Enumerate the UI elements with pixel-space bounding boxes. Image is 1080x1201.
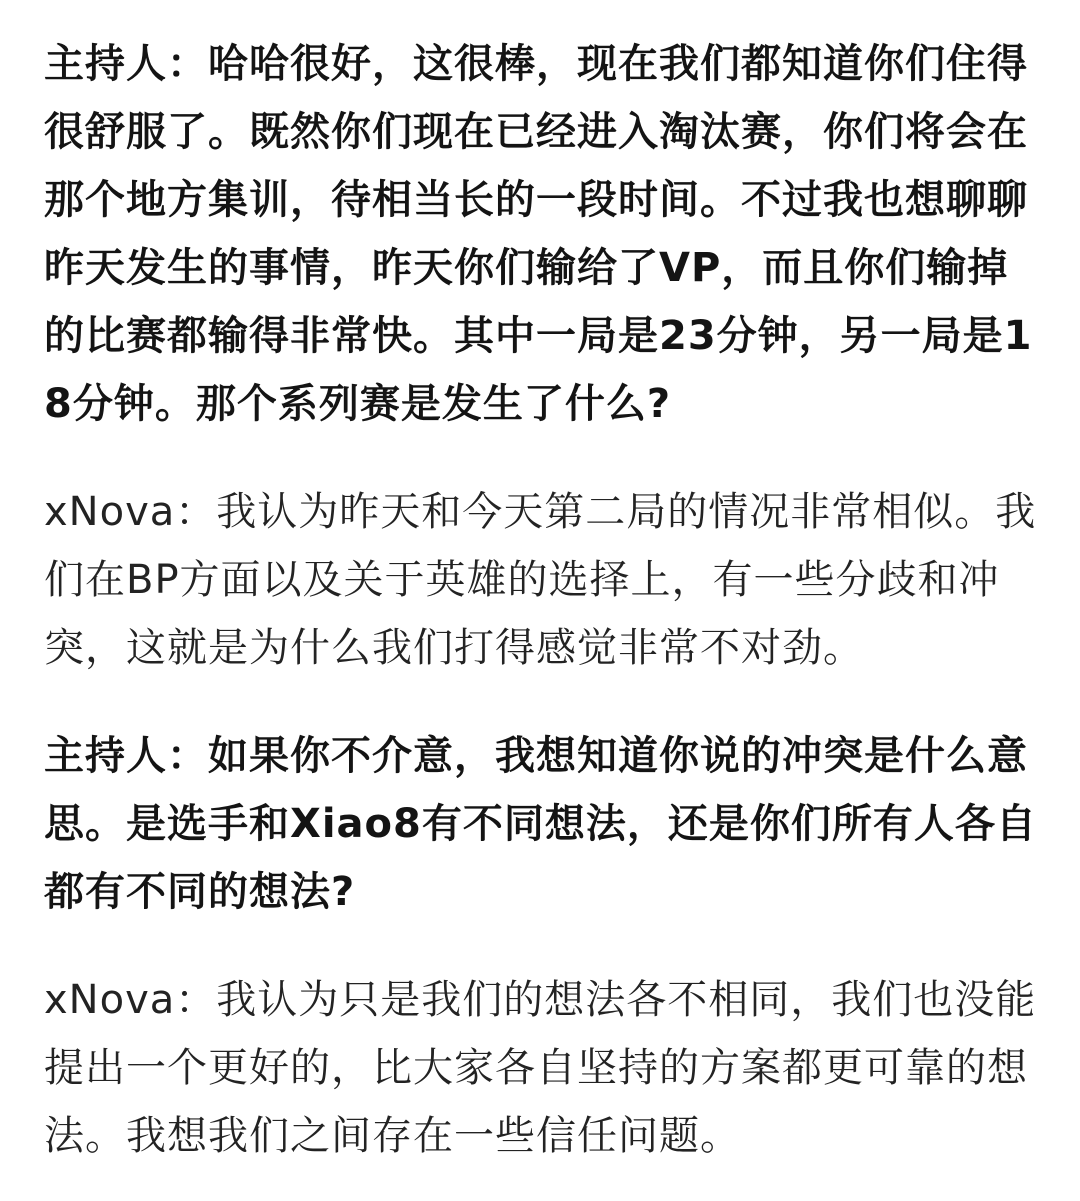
host-question-paragraph: 主持人：如果你不介意，我想知道你说的冲突是什么意思。是选手和Xiao8有不同想法，还是你们所有人各自都有不同的想法? (44, 733, 1037, 915)
interview-article (44, 30, 1040, 1170)
xnova-answer-paragraph: xNova：我认为只是我们的想法各不相同，我们也没能提出一个更好的，比大家各自坚持的方案都更可靠的想法。我想我们之间存在一些信任问题。 (44, 977, 1037, 1159)
xnova-answer-paragraph: xNova：我认为昨天和今天第二局的情况非常相似。我们在BP方面以及关于英雄的选择上，有一些分歧和冲突，这就是为什么我们打得感觉非常不对劲。 (44, 489, 1037, 671)
host-question-paragraph: 主持人：哈哈很好，这很棒，现在我们都知道你们住得很舒服了。既然你们现在已经进入淘汰赛，你们将会在那个地方集训，待相当长的一段时间。不过我也想聊聊昨天发生的事情，昨天你们输给了VP，而且你们输掉的比赛都输得非常快。其中一局是23分钟，另一局是18分钟。那个系列赛是发生了什么? (44, 41, 1033, 427)
